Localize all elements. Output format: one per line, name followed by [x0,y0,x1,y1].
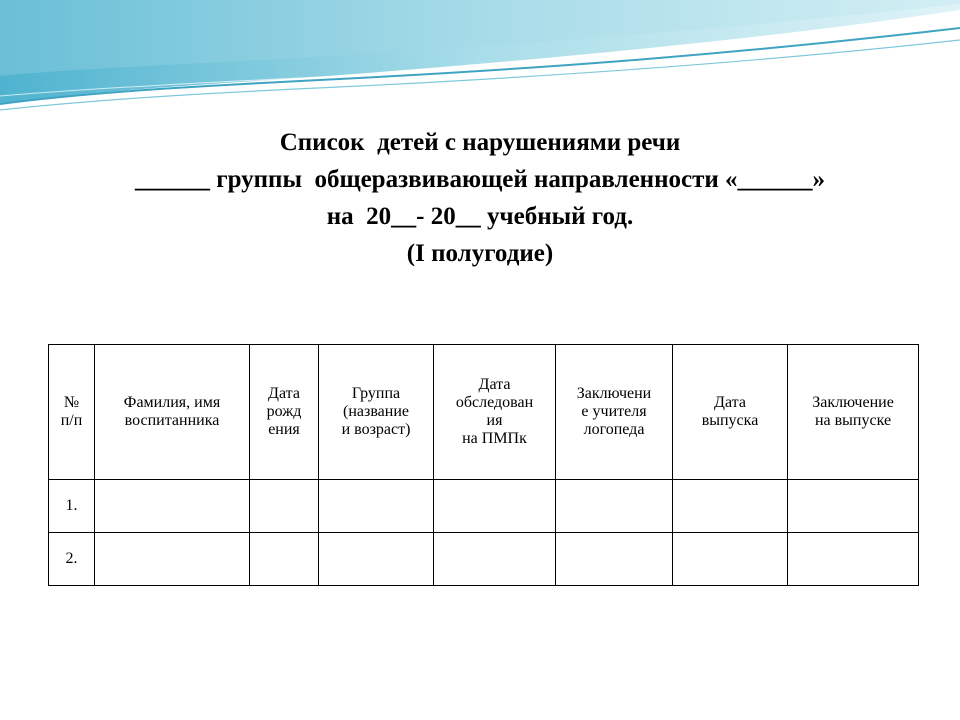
table-cell: 1. [49,480,95,533]
table-header-row [49,345,919,480]
table-cell [434,480,556,533]
table-row [49,533,919,586]
column-header-release-conclusion: Заключение на выпуске [788,345,919,480]
document-title [0,124,960,272]
title-line-3: на 20__- 20__ учебный год. [326,203,634,230]
column-header-name: Фамилия, имя воспитанника [95,345,250,480]
table-cell [673,533,788,586]
table-cell [95,480,250,533]
title-line-1: Список детей с нарушениями речи [279,129,681,156]
header-wave-decoration [0,0,960,120]
children-list-table [48,344,919,586]
column-header-birthdate: Дата рожд ения [250,345,319,480]
column-header-conclusion: Заключени е учителя логопеда [556,345,673,480]
table-cell [250,533,319,586]
table-cell [250,480,319,533]
table-cell [788,480,919,533]
title-line-4: (I полугодие) [406,240,554,267]
table-cell [556,480,673,533]
table-cell [95,533,250,586]
table-cell: 2. [49,533,95,586]
column-header-group: Группа (название и возраст) [319,345,434,480]
table-cell [556,533,673,586]
table-cell [673,480,788,533]
table-cell [788,533,919,586]
column-header-exam-date: Дата обследован ия на ПМПк [434,345,556,480]
table-cell [319,480,434,533]
table-row [49,480,919,533]
table-cell [319,533,434,586]
column-header-number: № п/п [49,345,95,480]
title-line-2: ______ группы общеразвивающей направленности «______» [134,166,826,193]
table-cell [434,533,556,586]
column-header-release-date: Дата выпуска [673,345,788,480]
